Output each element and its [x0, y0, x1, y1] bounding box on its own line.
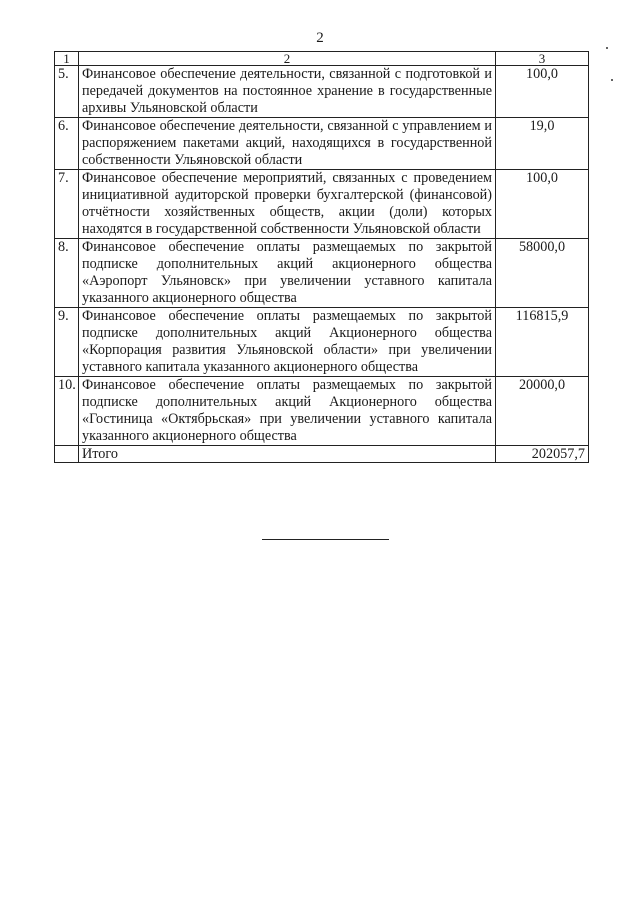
row-amount: 100,0 — [496, 170, 589, 239]
table-row — [55, 239, 589, 308]
header-col-description: 2 — [79, 52, 496, 66]
row-amount: 100,0 — [496, 66, 589, 118]
row-amount: 19,0 — [496, 118, 589, 170]
row-number: 6. — [55, 118, 79, 170]
row-description: Финансовое обеспечение оплаты размещаемых по закрытой подписке дополнительных акций Акционерного общества «Корпорация развития Ульяновской области» при увеличении уставного капитала указанного акционерного общества — [79, 308, 496, 377]
row-description: Финансовое обеспечение оплаты размещаемых по закрытой подписке дополнительных акций Акционерного общества «Гостиница «Октябрьская» при увеличении уставного капитала указанного акционерного общества — [79, 377, 496, 446]
row-number: 5. — [55, 66, 79, 118]
row-number: 10. — [55, 377, 79, 446]
total-label: Итого — [79, 446, 496, 463]
total-amount: 202057,7 — [496, 446, 589, 463]
closing-separator-line — [262, 539, 389, 540]
header-col-amount: 3 — [496, 52, 589, 66]
table-header-row — [55, 52, 589, 66]
table-row — [55, 66, 589, 118]
row-number: 8. — [55, 239, 79, 308]
scan-speck — [611, 79, 613, 81]
row-number: 7. — [55, 170, 79, 239]
table-row — [55, 118, 589, 170]
total-number-cell — [55, 446, 79, 463]
row-amount: 20000,0 — [496, 377, 589, 446]
row-description: Финансовое обеспечение оплаты размещаемых по закрытой подписке дополнительных акций акционерного общества «Аэропорт Ульяновск» при увеличении уставного капитала указанного акционерного общества — [79, 239, 496, 308]
row-number: 9. — [55, 308, 79, 377]
table-row — [55, 377, 589, 446]
total-row — [55, 446, 589, 463]
row-amount: 116815,9 — [496, 308, 589, 377]
header-col-number: 1 — [55, 52, 79, 66]
row-description: Финансовое обеспечение мероприятий, связанных с проведением инициативной аудиторской проверки бухгалтерской (финансовой) отчётности хозяйственных обществ, акции (доли) которых находятся в государственной собственности Ульяновской области — [79, 170, 496, 239]
row-description: Финансовое обеспечение деятельности, связанной с управлением и распоряжением пакетами акций, находящихся в государственной собственности Ульяновской области — [79, 118, 496, 170]
table-row — [55, 308, 589, 377]
row-description: Финансовое обеспечение деятельности, связанной с подготовкой и передачей документов на постоянное хранение в государственные архивы Ульяновской области — [79, 66, 496, 118]
appropriations-table — [54, 51, 589, 463]
scan-speck — [606, 47, 608, 49]
table-row — [55, 170, 589, 239]
page-number: 2 — [316, 30, 324, 46]
row-amount: 58000,0 — [496, 239, 589, 308]
